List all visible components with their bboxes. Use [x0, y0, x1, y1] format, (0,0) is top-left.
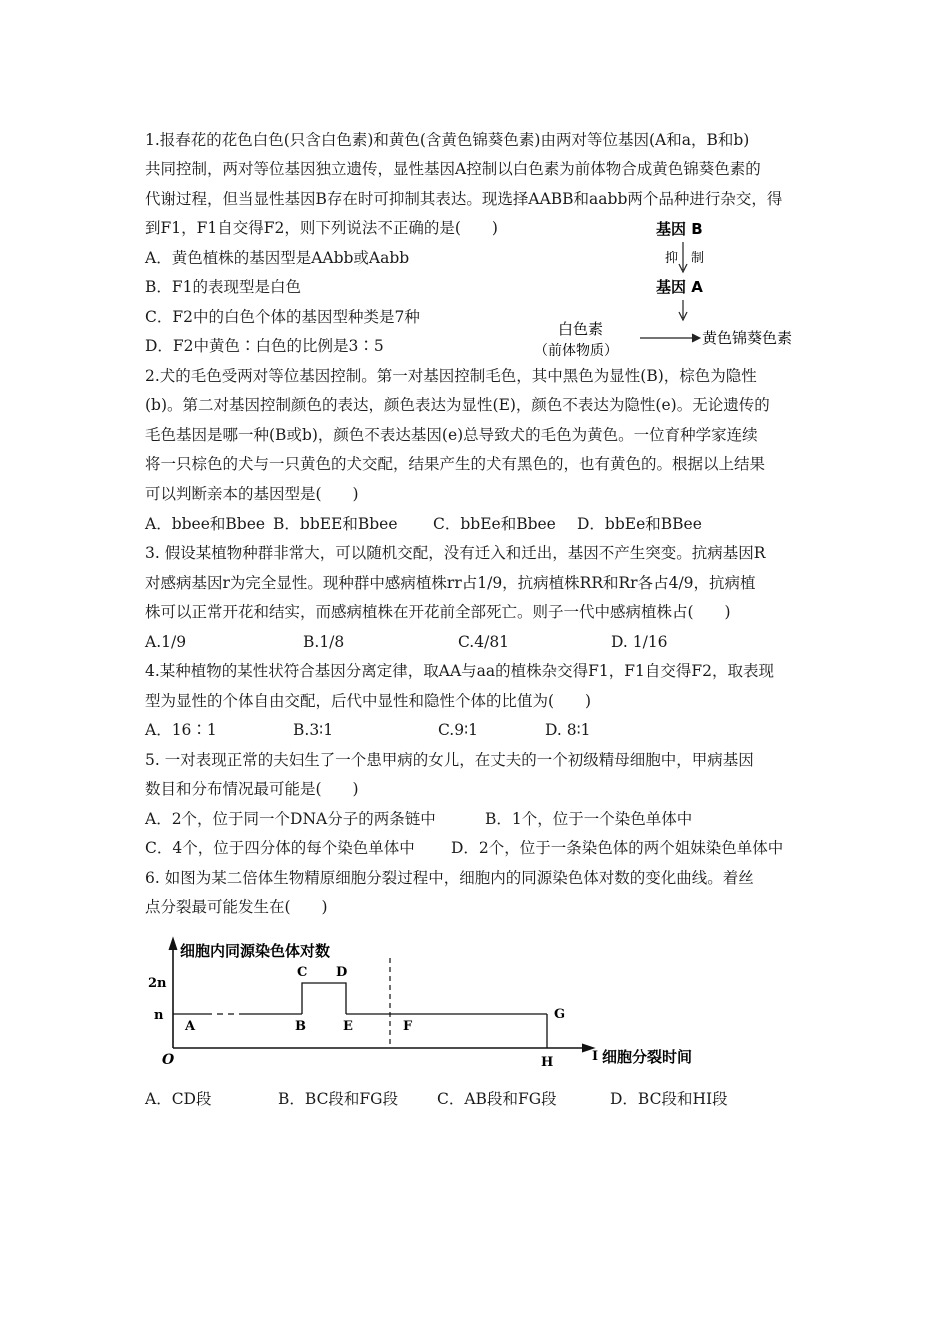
yellow-pigment-label: 黄色锦葵色素 [702, 329, 793, 347]
q1-option-b: B．F1的表现型是白色 [145, 278, 302, 296]
q1-line-1: 1.报春花的花色白色(只含白色素)和黄色(含黄色锦葵色素)由两对等位基因(A和a，B和b) [145, 131, 750, 149]
q5-line-2: 数目和分布情况最可能是( ) [145, 780, 359, 798]
q5-option-c: C．4个，位于四分体的每个染色单体中 [145, 839, 415, 857]
q4-line-2: 型为显性的个体自由交配，后代中显性和隐性个体的比值为( ) [145, 692, 592, 710]
y-tick-2n: 2n [148, 976, 167, 991]
q4-option-a: A．16∶1 [145, 721, 217, 739]
y-tick-n: n [154, 1008, 164, 1023]
q6-line-1: 6. 如图为某二倍体生物精原细胞分裂过程中，细胞内的同源染色体对数的变化曲线。着丝 [145, 869, 754, 887]
q4-option-d: D. 8∶1 [545, 721, 591, 739]
q3-line-1: 3. 假设某植物种群非常大，可以随机交配，没有迁入和迁出，基因不产生突变。抗病基因R [145, 544, 766, 562]
q1-line-4: 到F1，F1自交得F2，则下列说法不正确的是( ) [145, 219, 498, 237]
q3-line-3: 株可以正常开花和结实，而感病植株在开花前全部死亡。则子一代中感病植株占( ) [145, 603, 731, 621]
q5-option-d: D．2个，位于一条染色体的两个姐妹染色单体中 [451, 839, 784, 857]
q3-option-a: A.1/9 [145, 633, 187, 651]
point-d: D [336, 965, 348, 980]
conversion-arrow-head [692, 334, 700, 342]
q1-option-c: C．F2中的白色个体的基因型种类是7种 [145, 308, 420, 326]
point-e: E [343, 1019, 353, 1034]
q2-option-a: A．bbee和Bbee [145, 515, 266, 533]
q3-option-d: D. 1/16 [611, 633, 668, 651]
q5-line-1: 5. 一对表现正常的夫妇生了一个患甲病的女儿，在丈夫的一个初级精母细胞中，甲病基因 [145, 751, 754, 769]
pathway-diagram [530, 212, 830, 362]
point-g: G [554, 1007, 566, 1022]
q6-option-a: A．CD段 [145, 1090, 212, 1108]
point-i: I [592, 1049, 599, 1064]
q4-line-1: 4.某种植物的某性状符合基因分离定律，取AA与aa的植株杂交得F1，F1自交得F2，取表现 [145, 662, 775, 680]
point-f: F [403, 1019, 413, 1034]
gene-a-label: 基因 A [656, 278, 703, 296]
q2-line-1: 2.犬的毛色受两对等位基因控制。第一对基因控制毛色，其中黑色为显性(B)，棕色为隐性 [145, 367, 757, 385]
q2-line-2: (b)。第二对基因控制颜色的表达，颜色表达为显性(E)，颜色不表达为隐性(e)。无论遗传的 [145, 396, 770, 414]
y-axis-title: 细胞内同源染色体对数 [180, 942, 331, 960]
q5-option-a: A．2个，位于同一个DNA分子的两条链中 [145, 810, 436, 828]
q1-option-a: A．黄色植株的基因型是AAbb或Aabb [145, 249, 410, 267]
q6-line-2: 点分裂最可能发生在( ) [145, 898, 328, 916]
gene-b-label: 基因 B [656, 220, 703, 238]
inhibit-label: 抑 制 [665, 251, 705, 266]
q1-option-d: D．F2中黄色∶白色的比例是3∶5 [145, 337, 384, 355]
precursor-label: （前体物质） [534, 343, 618, 359]
q1-line-3: 代谢过程，但当显性基因B存在时可抑制其表达。现选择AABB和aabb两个品种进行杂交，得 [145, 190, 783, 208]
point-h: H [541, 1055, 554, 1070]
y-axis-arrow [169, 938, 177, 950]
q2-line-5: 可以判断亲本的基因型是( ) [145, 485, 359, 503]
q2-line-4: 将一只棕色的犬与一只黄色的犬交配，结果产生的犬有黑色的，也有黄色的。根据以上结果 [145, 455, 766, 473]
q4-option-c: C.9∶1 [438, 721, 478, 739]
point-b: B [295, 1019, 306, 1034]
q2-line-3: 毛色基因是哪一种(B或b)，颜色不表达基因(e)总导致犬的毛色为黄色。一位育种学家连续 [145, 426, 758, 444]
q6-option-c: C．AB段和FG段 [437, 1090, 557, 1108]
q2-option-c: C．bbEe和Bbee [433, 515, 556, 533]
q3-option-c: C.4/81 [458, 633, 510, 651]
q3-line-2: 对感病基因r为完全显性。现种群中感病植株rr占1/9，抗病植株RR和Rr各占4/9，抗病植 [145, 574, 756, 592]
x-axis-title: 细胞分裂时间 [602, 1048, 693, 1066]
q5-option-b: B．1个，位于一个染色单体中 [485, 810, 693, 828]
origin-label: O [162, 1052, 175, 1068]
q1-line-2: 共同控制，两对等位基因独立遗传，显性基因A控制以白色素为前体物合成黄色锦葵色素的 [145, 160, 761, 178]
white-pigment-label: 白色素 [558, 320, 604, 338]
curve-segment-bcde [302, 983, 346, 1014]
q6-option-b: B．BC段和FG段 [278, 1090, 399, 1108]
point-c: C [297, 965, 308, 980]
point-a: A [185, 1019, 196, 1034]
q3-option-b: B.1/8 [303, 633, 345, 651]
q6-option-d: D．BC段和HI段 [610, 1090, 728, 1108]
homolog-pairs-graph [140, 930, 740, 1080]
q2-option-b: B．bbEE和Bbee [273, 515, 398, 533]
q4-option-b: B.3∶1 [293, 721, 334, 739]
q2-option-d: D．bbEe和BBee [577, 515, 702, 533]
